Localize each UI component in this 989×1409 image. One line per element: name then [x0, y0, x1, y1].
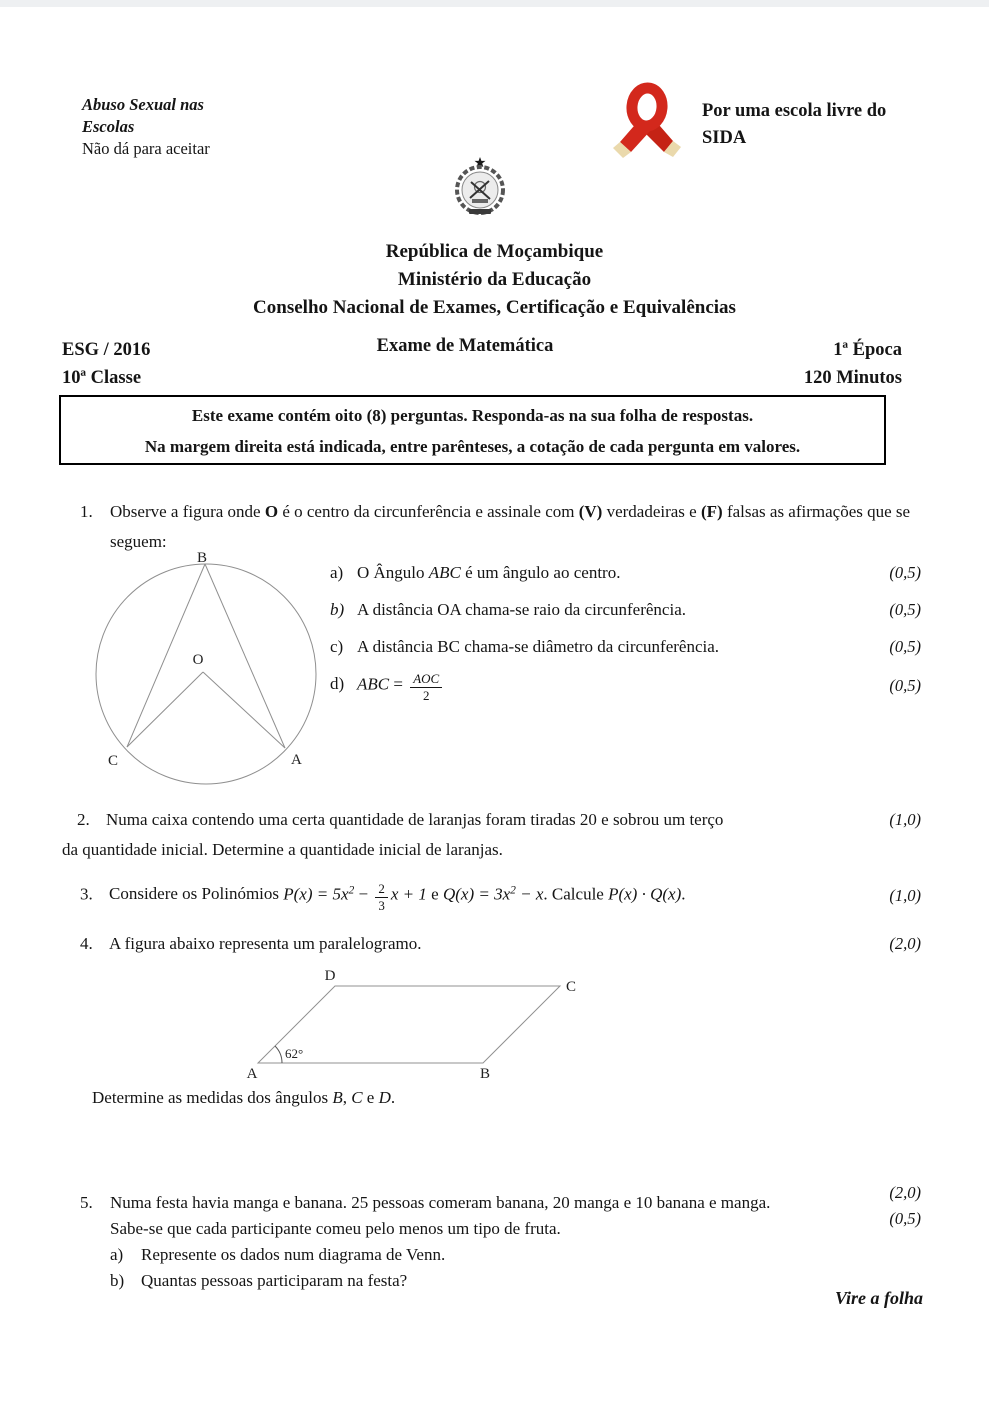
question-2-line1	[77, 810, 723, 830]
q3-frac-num: 2	[375, 882, 388, 898]
q5-item-a-points: (2,0)	[889, 1183, 921, 1202]
q1-option-d-numerator: AOC	[410, 672, 442, 688]
parallelogram-label-B: B	[479, 1066, 491, 1082]
q4-determine-period: .	[390, 1088, 396, 1107]
q3-product: P(x) · Q(x)	[608, 884, 682, 904]
circle-label-B: B	[196, 552, 208, 566]
q5-item-b-text: Quantas pessoas participaram na festa?	[141, 1271, 408, 1290]
q1-option-a-label: a)	[330, 563, 344, 582]
header-country: República de Moçambique	[385, 241, 604, 262]
q5-item-b-points: (0,5)	[889, 1209, 921, 1228]
q1-intro-F: (F)	[700, 502, 723, 521]
q1-intro-O: O	[264, 502, 279, 521]
question-3-points: (1,0)	[889, 886, 921, 905]
header-ministry: Ministério da Educação	[397, 269, 592, 290]
q3-fraction	[375, 882, 388, 912]
turn-page-note: Vire a folha	[834, 1288, 923, 1308]
question-5-line2: Sabe-se que cada participante comeu pelo menos um tipo de fruta.	[110, 1219, 561, 1238]
q3-text2: . Calcule	[543, 884, 609, 904]
exam-epoch: 1ª Época	[833, 340, 902, 360]
question-5-line1: Numa festa havia manga e banana. 25 pessoas comeram banana, 20 manga e 10 banana e manga.	[110, 1193, 771, 1212]
q3-poly-p2: x + 1	[390, 884, 427, 904]
question-1	[80, 497, 964, 557]
campaign-line2: Escolas	[82, 117, 135, 136]
question-3-number: 3.	[80, 884, 93, 904]
q1-option-c-points: (0,5)	[889, 637, 921, 656]
q5-item-a-text: Represente os dados num diagrama de Venn.	[141, 1245, 446, 1264]
q4-determine-D: D	[378, 1088, 391, 1107]
q1-option-c-text: A distância BC chama-se diâmetro da circunferência.	[357, 637, 720, 656]
q1-intro-text3: verdadeiras e	[602, 502, 701, 521]
q3-frac-den: 3	[378, 898, 385, 913]
exam-grade: 10ª Classe	[62, 368, 142, 388]
q1-option-b	[330, 600, 686, 620]
question-4	[80, 934, 421, 954]
exam-meta-right	[804, 336, 902, 392]
q1-option-d-label: d)	[330, 674, 345, 694]
document-header	[0, 238, 989, 322]
q3-period: .	[681, 884, 686, 904]
sida-line1: Por uma escola livre do	[702, 101, 887, 121]
question-2-points: (1,0)	[889, 810, 921, 829]
q4-determine-B: B	[332, 1088, 343, 1107]
q1-option-a-abc: ABC	[428, 563, 461, 582]
q1-option-c-label: c)	[330, 637, 344, 656]
red-ribbon-icon	[606, 82, 692, 162]
q3-poly-p: P(x) = 5x	[283, 884, 349, 904]
q1-option-a	[330, 563, 620, 583]
instructions-line2: Na margem direita está indicada, entre parênteses, a cotação de cada pergunta em valores.	[144, 437, 801, 456]
q1-option-a-points: (0,5)	[889, 563, 921, 582]
q1-option-c	[330, 637, 719, 657]
q4-determine-text: Determine as medidas dos ângulos	[92, 1088, 333, 1107]
q4-determine-sep2: e	[362, 1088, 379, 1107]
sida-line2: SIDA	[702, 128, 747, 148]
question-2-text1: Numa caixa contendo uma certa quantidade de laranjas foram tiradas 20 e sobrou um terço	[106, 810, 724, 829]
q1-option-d	[330, 672, 445, 702]
instructions-line1: Este exame contém oito (8) perguntas. Responda-as na sua folha de respostas.	[191, 406, 754, 425]
coat-of-arms-icon	[452, 156, 508, 218]
q1-option-b-text: A distância OA chama-se raio da circunferência.	[357, 600, 686, 619]
q1-intro-V: (V)	[578, 502, 603, 521]
q3-poly-q: Q(x) = 3x	[442, 884, 511, 904]
sida-slogan	[702, 98, 917, 152]
circle-figure	[88, 552, 324, 802]
q1-option-d-equals: =	[393, 674, 403, 694]
top-scan-strip	[0, 0, 989, 7]
q1-option-d-denominator: 2	[422, 688, 430, 703]
q3-text1: Considere os Polinómios	[109, 884, 284, 904]
question-5-number: 5.	[80, 1193, 93, 1212]
campaign-block	[82, 94, 210, 160]
question-2-number: 2.	[77, 810, 90, 829]
circle-label-A: A	[291, 752, 302, 768]
question-4-number: 4.	[80, 934, 93, 953]
q5-item-a-label: a)	[110, 1245, 124, 1264]
q5-item-a	[110, 1242, 964, 1268]
instructions-box	[59, 395, 886, 465]
question-3	[80, 882, 686, 912]
q1-option-b-label: b)	[330, 600, 345, 619]
exam-code: ESG / 2016	[62, 340, 151, 360]
circle-label-O: O	[192, 652, 204, 668]
campaign-line1: Abuso Sexual nas	[82, 95, 204, 114]
exam-title: Exame de Matemática	[376, 336, 554, 356]
circle-label-C: C	[107, 753, 119, 769]
q5-item-b-label: b)	[110, 1271, 125, 1290]
parallelogram-label-D: D	[324, 968, 336, 984]
q3-exp1: 2	[348, 884, 355, 897]
q1-intro-text: Observe a figura onde	[110, 502, 265, 521]
q3-poly-q2: − x	[515, 884, 544, 904]
q4-determine	[92, 1088, 395, 1108]
q1-option-b-points: (0,5)	[889, 600, 921, 619]
q1-intro-text2: é o centro da circunferência e assinale com	[278, 502, 579, 521]
campaign-line3: Não dá para aceitar	[82, 139, 210, 158]
q1-option-d-points: (0,5)	[889, 676, 921, 695]
q3-exp2: 2	[510, 884, 516, 897]
parallelogram-label-C: C	[566, 979, 577, 995]
header-council: Conselho Nacional de Exames, Certificação e Equivalências	[253, 297, 736, 318]
question-4-text: A figura abaixo representa um paralelogramo.	[109, 934, 422, 953]
q1-option-d-fraction	[410, 672, 442, 702]
question-2-line2: da quantidade inicial. Determine a quantidade inicial de laranjas.	[62, 840, 503, 859]
question-4-points: (2,0)	[889, 934, 921, 953]
question-1-number: 1.	[80, 502, 93, 521]
question-5	[80, 1190, 964, 1294]
q1-option-a-text2: é um ângulo ao centro.	[460, 563, 621, 582]
q1-option-a-text: O Ângulo	[357, 563, 429, 582]
q4-determine-C: C	[351, 1088, 363, 1107]
q1-option-d-lhs: ABC	[357, 674, 390, 694]
parallelogram-label-A: A	[246, 1066, 258, 1082]
exam-duration: 120 Minutos	[803, 368, 902, 388]
q3-and: e	[426, 884, 443, 904]
parallelogram-angle-label: 62°	[285, 1046, 304, 1061]
q1-intro-text4: falsas as afirmações que se seguem:	[110, 502, 911, 551]
q4-determine-sep1: ,	[342, 1088, 352, 1107]
q3-minus1: −	[354, 884, 373, 904]
parallelogram-figure	[225, 966, 595, 1088]
